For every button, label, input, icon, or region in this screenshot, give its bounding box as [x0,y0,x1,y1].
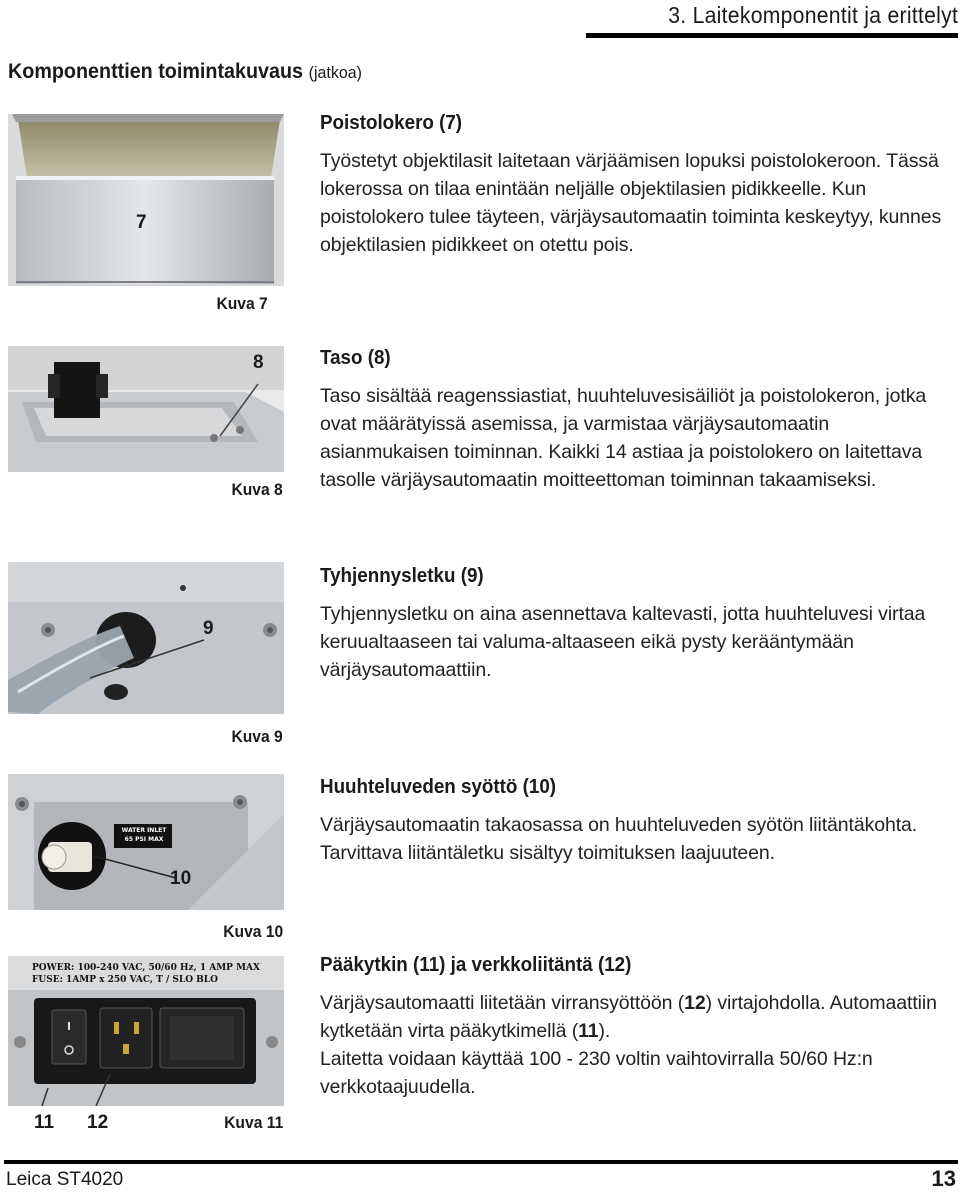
water-inlet-label [116,826,172,844]
block-text-output-tray: Työstetyt objektilasit laitetaan värjäämisen lopuksi poistolokeroon. Tässä lokerossa on tilaa enintään neljälle objektilasien pidikkeelle. Kun poistolokero tulee täyteen, värjäysautomaatin toiminta keskeytyy, kunnes objektilasien pidikkeet on otettu pois. [320,150,942,256]
figure-7-photo [8,114,284,286]
platform-photo-icon [8,346,284,472]
block-title-power: Pääkytkin (11) ja verkkoliitäntä (12) [320,954,632,976]
section-title [8,60,362,84]
footer-product: Leica ST4020 [6,1169,124,1190]
figure-8-photo [8,346,284,472]
figure-9-caption: Kuva 9 [231,727,283,746]
callout-8: 8 [253,352,264,373]
chapter-title: 3. Laitekomponentit ja erittelyt [668,2,958,28]
block-title-platform: Taso (8) [320,347,391,369]
water-inlet-label-line2: 65 PSI MAX [124,836,164,843]
power-label [32,962,272,986]
text-block-output-tray [320,112,956,259]
figure-9-photo [8,562,284,714]
power-text-b: ) virtajohdolla. Automaattiin kytketään virta pääkytkimellä ( [320,992,937,1042]
power-text-c: ). [598,1020,611,1042]
power-text-a: Värjäysautomaatti liitetään virransyöttöön ( [320,992,685,1014]
power-label-line2: FUSE: 1AMP x 250 VAC, T / SLO BLO [32,975,218,985]
block-text-power [320,989,956,1045]
figure-11-caption: Kuva 11 [223,1113,283,1132]
figure-10-photo [8,774,284,910]
callout-9: 9 [203,618,214,639]
block-text-power-2: Laitetta voidaan käyttää 100 - 230 voltin vaihtovirralla 50/60 Hz:n verkkotaajuudella. [320,1048,873,1098]
page-number: 13 [931,1166,956,1191]
power-ref-12: 12 [684,992,706,1014]
text-block-water-inlet [320,776,956,867]
footer-rule [4,1160,958,1164]
text-block-platform [320,347,956,494]
block-text-platform: Taso sisältää reagenssiastiat, huuhteluvesisäiliöt ja poistolokeron, jotka ovat määrätyissä asemissa, ja varmistaa värjäysautomaatin asianmukaisen toiminnan. Kaikki 14 astiaa ja poistolokero on laitettava tasolle värjäysautomaatin moitteettoman toiminnan takaamiseksi. [320,385,927,491]
power-label-line1: POWER: 100-240 VAC, 50/60 Hz, 1 AMP MAX [32,963,261,973]
block-text-drain-hose: Tyhjennysletku on aina asennettava kaltevasti, jotta huuhteluvesi virtaa keruualtaaseen tai valuma-altaaseen eikä pysty kerääntymään värjäysautomaattiin. [320,603,926,681]
block-title-water-inlet: Huuhteluveden syöttö (10) [320,776,557,798]
power-ref-11: 11 [578,1020,599,1042]
callout-7: 7 [136,212,147,233]
figure-10-caption: Kuva 10 [223,922,283,941]
figure-11-photo [8,956,284,1106]
section-continued: (jatkoa) [308,63,362,82]
figure-7-caption: Kuva 7 [216,294,268,313]
callout-12: 12 [87,1112,109,1133]
block-title-output-tray: Poistolokero (7) [320,112,463,134]
block-text-water-inlet: Värjäysautomaatin takaosassa on huuhteluveden syötön liitäntäkohta. Tarvittava liitäntäletku sisältyy toimituksen laajuuteen. [320,814,918,864]
water-inlet-label-line1: WATER INLET [121,827,167,834]
drain-hose-photo-icon [8,562,284,714]
tray-photo-icon [8,114,284,286]
section-title-text: Komponenttien toimintakuvaus [8,60,304,83]
header-rule [586,33,958,38]
figure-8-caption: Kuva 8 [231,480,283,499]
callout-10: 10 [170,868,192,889]
callout-11: 11 [34,1112,55,1133]
text-block-drain-hose [320,565,956,684]
block-title-drain-hose: Tyhjennysletku (9) [320,565,484,587]
text-block-power [320,954,956,1101]
